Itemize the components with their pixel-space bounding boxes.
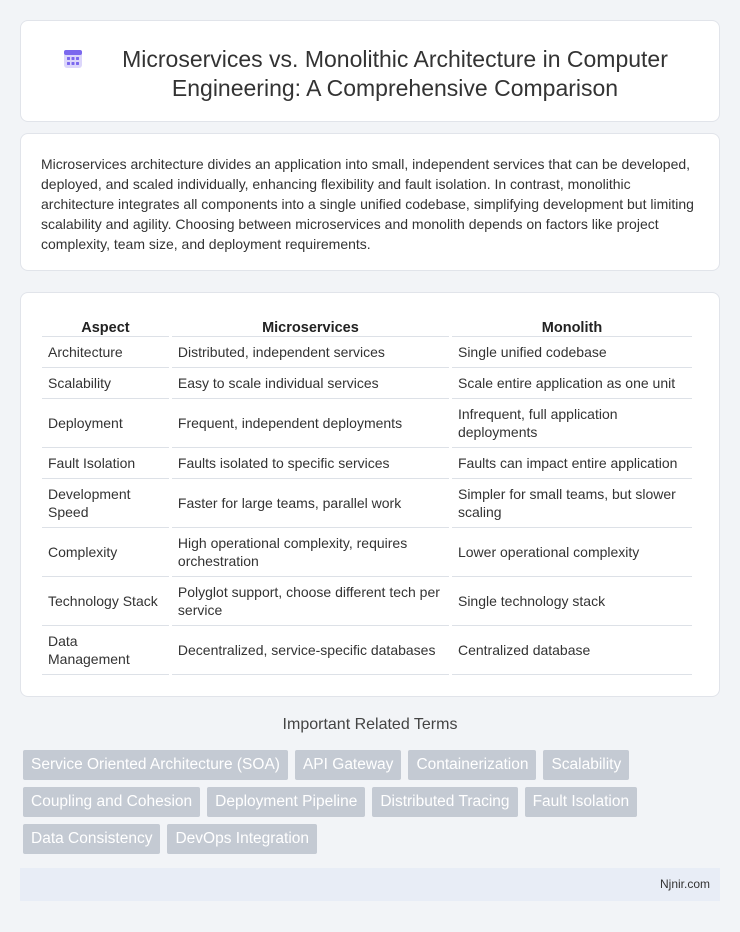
term-tag[interactable]: Service Oriented Architecture (SOA) bbox=[23, 750, 288, 780]
cell-aspect: Technology Stack bbox=[42, 577, 169, 626]
cell-monolith: Faults can impact entire application bbox=[452, 448, 692, 479]
cell-aspect: Development Speed bbox=[42, 479, 169, 528]
cell-aspect: Scalability bbox=[42, 368, 169, 399]
cell-aspect: Complexity bbox=[42, 528, 169, 577]
cell-monolith: Single unified codebase bbox=[452, 337, 692, 368]
header-aspect: Aspect bbox=[42, 315, 169, 337]
table-row bbox=[42, 399, 692, 448]
footer-site-link[interactable]: Njnir.com bbox=[659, 877, 710, 891]
table-row bbox=[42, 626, 692, 675]
cell-microservices: Faster for large teams, parallel work bbox=[172, 479, 449, 528]
intro-paragraph: Microservices architecture divides an application into small, independent services that can be developed, deployed, and scaled individually, enhancing flexibility and fault isolation. In contrast, monolithic architecture integrates all components into a single unified codebase, simplifying development but limiting scalability and agility. Choosing between microservices and monolith depends on factors like project complexity, team size, and deployment requirements. bbox=[41, 156, 694, 252]
table-row bbox=[42, 577, 692, 626]
title-card bbox=[20, 20, 720, 122]
cell-aspect: Data Management bbox=[42, 626, 169, 675]
cell-monolith: Simpler for small teams, but slower scaling bbox=[452, 479, 692, 528]
cell-aspect: Fault Isolation bbox=[42, 448, 169, 479]
term-tag[interactable]: DevOps Integration bbox=[167, 824, 317, 854]
term-tag[interactable]: API Gateway bbox=[295, 750, 401, 780]
cell-microservices: Easy to scale individual services bbox=[172, 368, 449, 399]
cell-microservices: Frequent, independent deployments bbox=[172, 399, 449, 448]
term-tag[interactable]: Deployment Pipeline bbox=[207, 787, 365, 817]
table-row bbox=[42, 448, 692, 479]
page-title: Microservices vs. Monolithic Architecture in Computer Engineering: A Comprehensive Comparison bbox=[122, 46, 668, 101]
term-tag[interactable]: Coupling and Cohesion bbox=[23, 787, 200, 817]
comparison-table bbox=[39, 315, 695, 675]
cell-aspect: Architecture bbox=[42, 337, 169, 368]
table-row bbox=[42, 337, 692, 368]
header-monolith: Monolith bbox=[452, 315, 692, 337]
cell-monolith: Infrequent, full application deployments bbox=[452, 399, 692, 448]
term-tag[interactable]: Distributed Tracing bbox=[372, 787, 517, 817]
table-row bbox=[42, 368, 692, 399]
related-terms-heading: Important Related Terms bbox=[282, 716, 458, 733]
header-microservices: Microservices bbox=[172, 315, 449, 337]
cell-microservices: Faults isolated to specific services bbox=[172, 448, 449, 479]
table-row bbox=[42, 528, 692, 577]
table-header-row bbox=[42, 315, 692, 337]
related-terms-list bbox=[23, 750, 723, 861]
table-row bbox=[42, 479, 692, 528]
cell-microservices: Distributed, independent services bbox=[172, 337, 449, 368]
cell-microservices: Decentralized, service-specific databases bbox=[172, 626, 449, 675]
footer bbox=[20, 868, 720, 901]
term-tag[interactable]: Fault Isolation bbox=[525, 787, 638, 817]
term-tag[interactable]: Containerization bbox=[408, 750, 536, 780]
term-tag[interactable]: Scalability bbox=[543, 750, 629, 780]
cell-monolith: Single technology stack bbox=[452, 577, 692, 626]
cell-monolith: Centralized database bbox=[452, 626, 692, 675]
intro-card bbox=[20, 133, 720, 271]
cell-monolith: Lower operational complexity bbox=[452, 528, 692, 577]
cell-monolith: Scale entire application as one unit bbox=[452, 368, 692, 399]
cell-microservices: Polyglot support, choose different tech per service bbox=[172, 577, 449, 626]
comparison-table-card bbox=[20, 292, 720, 697]
term-tag[interactable]: Data Consistency bbox=[23, 824, 160, 854]
cell-aspect: Deployment bbox=[42, 399, 169, 448]
cell-microservices: High operational complexity, requires orchestration bbox=[172, 528, 449, 577]
